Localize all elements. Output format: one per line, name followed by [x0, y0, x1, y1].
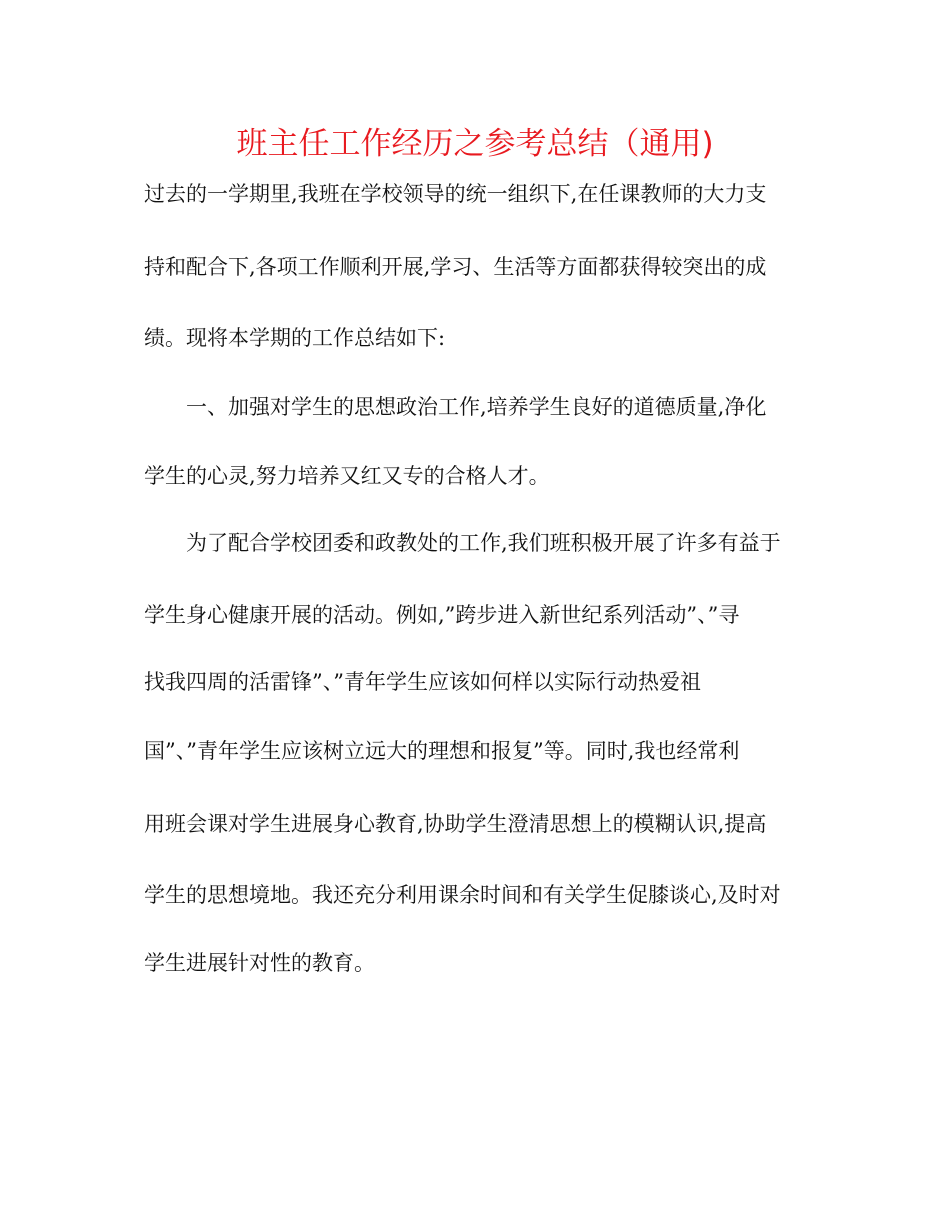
document-title: 班主任工作经历之参考总结（通用) [236, 126, 714, 162]
body-line-1: 过去的一学期里,我班在学校领导的统一组织下,在任课教师的大力支 [144, 182, 767, 206]
body-line-3: 绩。现将本学期的工作总结如下: [144, 326, 446, 350]
body-line-2: 持和配合下,各项工作顺利开展,学习、生活等方面都获得较突出的成 [144, 255, 767, 279]
body-line-12: 学生进展针对性的教育。 [144, 951, 375, 975]
body-line-11: 学生的思想境地。我还充分利用课余时间和有关学生促膝谈心,及时对 [144, 883, 781, 907]
body-line-10: 用班会课对学生进展身心教育,协助学生澄清思想上的模糊认识,提高 [144, 812, 767, 836]
body-line-7: 学生身心健康开展的活动。例如,”跨步进入新世纪系列活动”、”寻 [144, 603, 740, 627]
body-line-4: 一、加强对学生的思想政治工作,培养学生良好的道德质量,净化 [144, 395, 767, 419]
body-line-5: 学生的心灵,努力培养又红又专的合格人才。 [144, 464, 550, 488]
body-line-6: 为了配合学校团委和政教处的工作,我们班积极开展了许多有益于 [144, 531, 781, 555]
body-line-8: 找我四周的活雷锋”、”青年学生应该如何样以实际行动热爱祖 [144, 670, 701, 694]
body-line-9: 国”、”青年学生应该树立远大的理想和报复”等。同时,我也经常利 [144, 739, 740, 763]
